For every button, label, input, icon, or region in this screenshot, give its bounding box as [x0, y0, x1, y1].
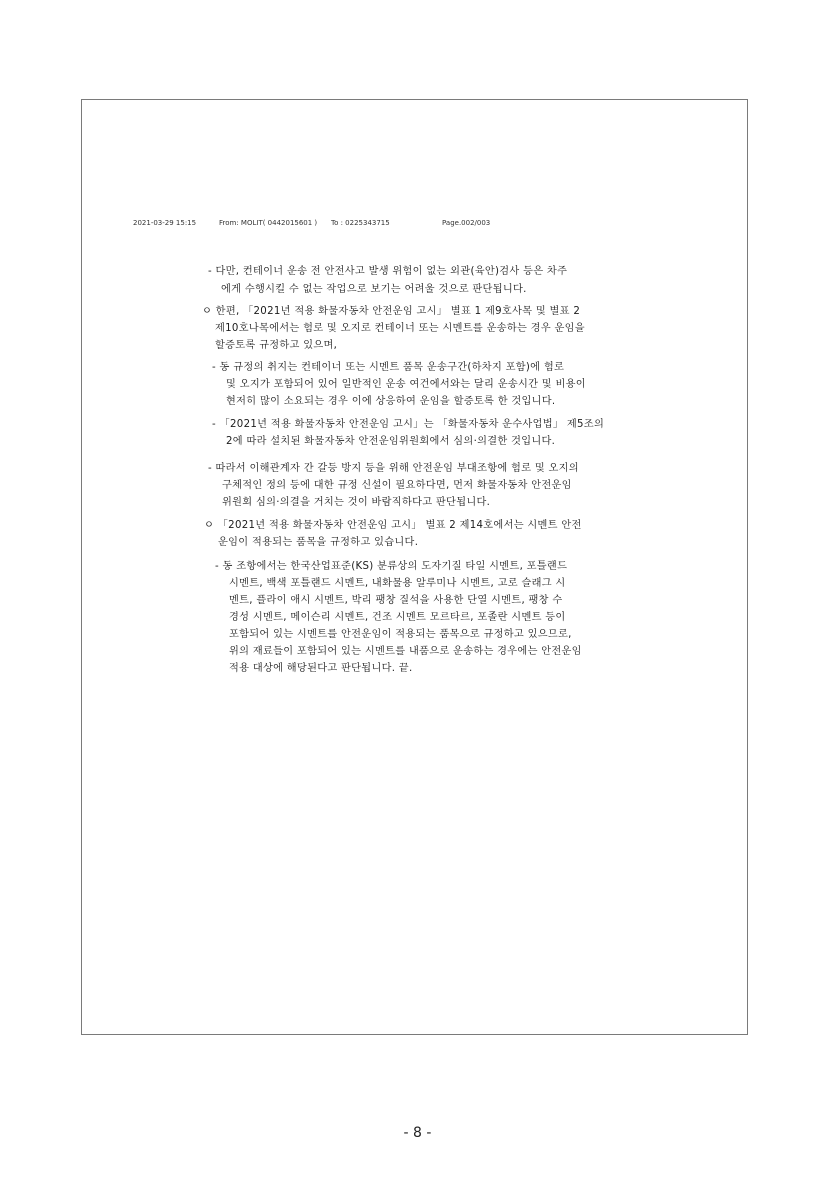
fax-to: To : 0225343715: [331, 219, 390, 227]
paragraph-line: 및 오지가 포함되어 있어 일반적인 운송 여건에서와는 달리 운송시간 및 비용이: [226, 379, 586, 390]
paragraph-line: 2에 따라 설치된 화물자동차 안전운임위원회에서 심의·의결한 것입니다.: [226, 436, 556, 447]
paragraph-line: 위의 재료들이 포함되어 있는 시멘트를 내품으로 운송하는 경우에는 안전운임: [229, 646, 582, 657]
paragraph-line: - 다만, 컨테이너 운송 전 안전사고 발생 위험이 없는 외관(육안)검사 등은 차주: [208, 266, 568, 277]
paragraph-line: - 동 규정의 취지는 컨테이너 또는 시멘트 품목 운송구간(하차지 포함)에 험로: [212, 362, 565, 373]
paragraph-line: 경성 시멘트, 메이슨리 시멘트, 건조 시멘트 모르타르, 포졸란 시멘트 등이: [229, 612, 566, 623]
paragraph-line: 적용 대상에 해당된다고 판단됩니다. 끝.: [229, 663, 413, 674]
paragraph-line: - 「2021년 적용 화물자동차 안전운임 고시」는 「화물자동차 운수사업법」 제5조의: [212, 419, 605, 430]
paragraph-line: 운임이 적용되는 품목을 규정하고 있습니다.: [218, 537, 419, 548]
page-number: - 8 -: [403, 1125, 432, 1141]
paragraph-line: 구체적인 정의 등에 대한 규정 신설이 필요하다면, 먼저 화물자동차 안전운임: [222, 480, 572, 491]
paragraph-line: 포함되어 있는 시멘트를 안전운임이 적용되는 품목으로 규정하고 있으므로,: [229, 629, 572, 640]
paragraph-line: 할증토록 규정하고 있으며,: [215, 340, 338, 351]
fax-from: From: MOLIT( 0442015601 ): [219, 219, 318, 227]
fax-header: [133, 219, 533, 231]
paragraph-line: 에게 수행시킬 수 없는 작업으로 보기는 어려울 것으로 판단됩니다.: [221, 284, 527, 295]
paragraph-line: 위원회 심의·의결을 거치는 것이 바람직하다고 판단됩니다.: [222, 497, 491, 508]
fax-page: Page.002/003: [442, 219, 491, 227]
paragraph-line: ㅇ 한편, 「2021년 적용 화물자동차 안전운임 고시」 별표 1 제9호사목 및 별표 2: [202, 306, 581, 317]
paragraph-line: - 따라서 이해관계자 간 갈등 방지 등을 위해 안전운임 부대조항에 험로 및 오지의: [208, 463, 579, 474]
paragraph-line: 현저히 많이 소요되는 경우 이에 상응하여 운임을 할증토록 한 것입니다.: [226, 396, 556, 407]
paragraph-line: 제10호나목에서는 험로 및 오지로 컨테이너 또는 시멘트를 운송하는 경우 운임을: [215, 323, 585, 334]
paragraph-line: - 동 조항에서는 한국산업표준(KS) 분류상의 도자기질 타일 시멘트, 포틀랜드: [215, 561, 568, 572]
fax-datetime: 2021-03-29 15:15: [133, 219, 197, 227]
paragraph-line: 시멘트, 백색 포틀랜드 시멘트, 내화물용 알루미나 시멘트, 고로 슬래그 시: [229, 578, 566, 589]
paragraph-line: 멘트, 플라이 애시 시멘트, 박리 팽창 질석을 사용한 단열 시멘트, 팽창 수: [229, 595, 563, 606]
paragraph-line: ㅇ 「2021년 적용 화물자동차 안전운임 고시」 별표 2 제14호에서는 시멘트 안전: [204, 520, 582, 531]
